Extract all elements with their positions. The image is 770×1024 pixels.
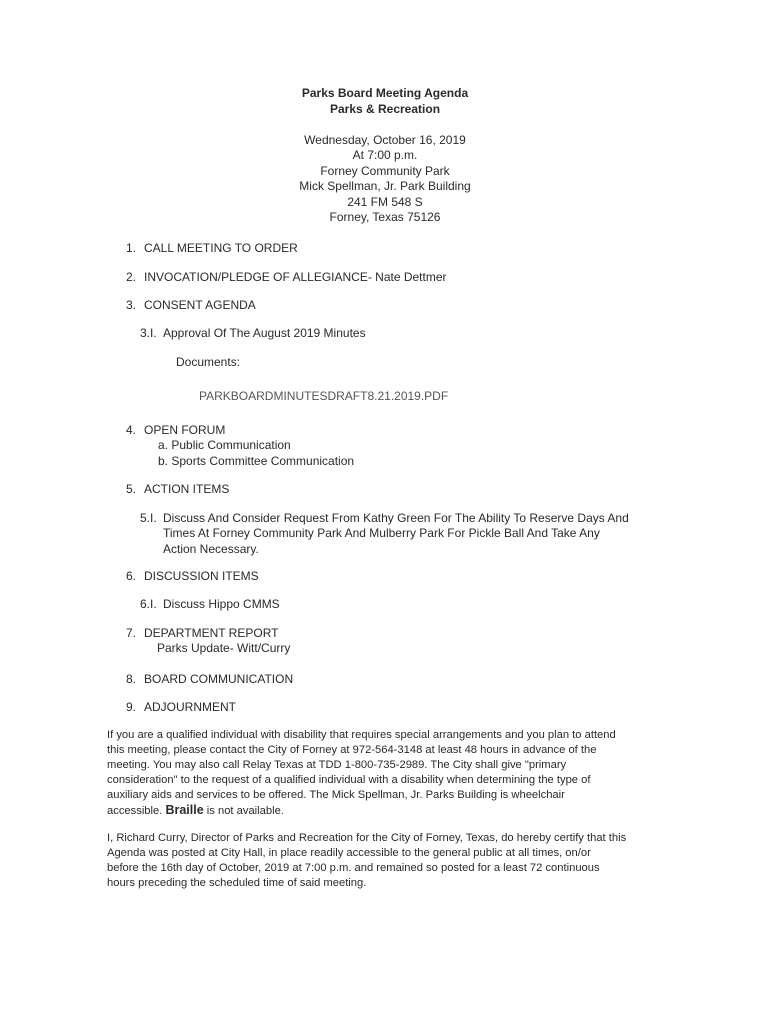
certification-line: hours preceding the scheduled time of said meeting. <box>107 877 367 889</box>
agenda-item-7-sub: Parks Update- Witt/Curry <box>157 641 291 655</box>
agenda-subtitle: Parks & Recreation <box>329 102 441 116</box>
item-label: ACTION ITEMS <box>144 482 230 496</box>
meeting-building: Mick Spellman, Jr. Park Building <box>299 179 471 193</box>
meeting-time: At 7:00 p.m. <box>352 148 418 162</box>
item-label: Discuss Hippo CMMS <box>163 597 280 611</box>
agenda-item-3-1 <box>140 326 366 342</box>
item-number: 5. <box>126 482 137 496</box>
item-number: 1. <box>126 241 137 255</box>
notice-line: this meeting, please contact the City of Forney at 972-564-3148 at least 48 hours in advance of the <box>107 744 597 756</box>
meeting-address: 241 FM 548 S <box>347 195 423 209</box>
item-label: Approval Of The August 2019 Minutes <box>163 326 366 340</box>
agenda-item-5-1-line-3: Action Necessary. <box>163 542 259 556</box>
agenda-title: Parks Board Meeting Agenda <box>301 86 469 100</box>
item-number: 3.I. <box>140 326 157 340</box>
notice-not-available-text: is not available. <box>206 805 284 817</box>
item-label: DEPARTMENT REPORT <box>144 626 279 640</box>
item-number: 5.I. <box>140 511 157 525</box>
item-label: DISCUSSION ITEMS <box>144 569 259 583</box>
accessibility-notice <box>107 728 652 819</box>
documents-label: Documents: <box>176 355 241 369</box>
agenda-item-3 <box>126 298 256 314</box>
agenda-item-1 <box>126 241 298 257</box>
notice-accessible-text: accessible. <box>107 805 163 817</box>
agenda-item-7 <box>126 626 278 642</box>
item-label: OPEN FORUM <box>144 423 226 437</box>
meeting-city: Forney, Texas 75126 <box>329 210 441 224</box>
item-number: 6.I. <box>140 597 157 611</box>
item-number: 6. <box>126 569 137 583</box>
item-label: BOARD COMMUNICATION <box>144 672 294 686</box>
item-label: INVOCATION/PLEDGE OF ALLEGIANCE- Nate Dettmer <box>144 270 447 284</box>
item-number: 2. <box>126 270 137 284</box>
item-label: CALL MEETING TO ORDER <box>144 241 298 255</box>
item-number: 8. <box>126 672 137 686</box>
certification-line: I, Richard Curry, Director of Parks and Recreation for the City of Forney, Texas, do hereby certify that this <box>107 832 627 844</box>
agenda-item-4-a: a. Public Communication <box>158 438 291 452</box>
minutes-document-link[interactable]: PARKBOARDMINUTESDRAFT8.21.2019.PDF <box>199 389 449 403</box>
item-number: 9. <box>126 700 137 714</box>
item-label: CONSENT AGENDA <box>144 298 256 312</box>
agenda-item-5-1 <box>140 511 629 527</box>
agenda-item-8 <box>126 672 293 688</box>
agenda-item-6-1 <box>140 597 280 613</box>
item-number: 7. <box>126 626 137 640</box>
notice-line: auxiliary aids and services to be offered. The Mick Spellman, Jr. Parks Building is wheelchair <box>107 789 565 801</box>
item-number: 3. <box>126 298 137 312</box>
item-label-line-1: Discuss And Consider Request From Kathy Green For The Ability To Reserve Days And <box>163 511 629 525</box>
notice-line: meeting. You may also call Relay Texas at TDD 1-800-735-2989. The City shall give "primary <box>107 759 567 771</box>
agenda-item-2 <box>126 270 447 286</box>
notice-line <box>107 803 652 819</box>
braille-text: Braille <box>165 803 204 817</box>
meeting-date: Wednesday, October 16, 2019 <box>304 133 466 147</box>
agenda-item-4-b: b. Sports Committee Communication <box>158 454 355 468</box>
agenda-item-9 <box>126 700 236 716</box>
certification-line: before the 16th day of October, 2019 at 7:00 p.m. and remained so posted for a least 72 continuous <box>107 862 600 874</box>
agenda-item-6 <box>126 569 259 585</box>
item-number: 4. <box>126 423 137 437</box>
meeting-park: Forney Community Park <box>320 164 450 178</box>
certification-line: Agenda was posted at City Hall, in place readily accessible to the general public at all times, on/or <box>107 847 591 859</box>
agenda-item-4 <box>126 423 225 439</box>
item-label: ADJOURNMENT <box>144 700 236 714</box>
agenda-item-5-1-line-2: Times At Forney Community Park And Mulberry Park For Pickle Ball And Take Any <box>163 526 600 540</box>
notice-line: If you are a qualified individual with disability that requires special arrangements and you plan to attend <box>107 729 616 741</box>
notice-line: consideration" to the request of a qualified individual with a disability when determining the type of <box>107 774 591 786</box>
agenda-item-5 <box>126 482 229 498</box>
posting-certification <box>107 831 652 891</box>
